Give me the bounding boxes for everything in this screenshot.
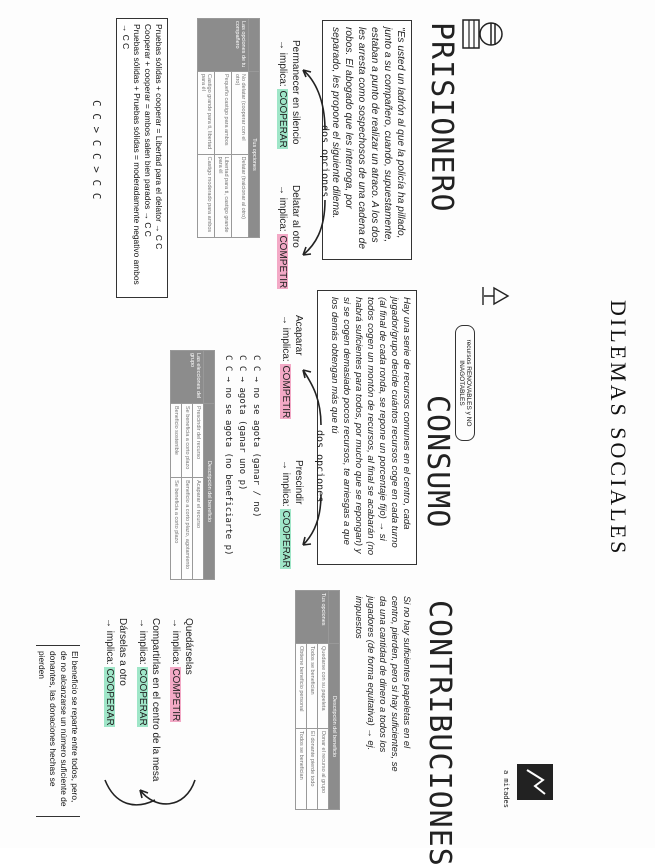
option-skip-tag: COOPERAR [280, 510, 291, 568]
hands-icon [515, 762, 555, 802]
contrib-col-1: Donar el recurso al grupo [318, 729, 329, 810]
prisoner-cell-1-0: Castigo grande para ti, libertad para él [198, 72, 215, 155]
common-notes [221, 355, 263, 555]
option-keep-label: Quedárselas [183, 618, 194, 675]
option-keep-implies: → implica: [170, 618, 181, 668]
option-keep-tag: COMPETIR [170, 668, 181, 722]
summary-line-2: Cooperar + cooperar = ambos salen bien parados → C C [143, 24, 153, 237]
common-note-3: C C → no se agota (no beneficiarte p) [223, 355, 233, 556]
prisoner-col-1: Delatar (traicionar al otro) [232, 154, 249, 237]
prisoner-icon [461, 14, 505, 54]
contrib-cell-0-1: El donante pierde todo [307, 729, 318, 810]
contrib-heading: CONTRIBUCIONES [422, 600, 457, 867]
prisoner-ranking: C C > C C > C C [90, 100, 103, 200]
corner-label: a mitades [502, 770, 510, 808]
contrib-cell-1-0: Obtiene beneficio personal [296, 644, 307, 729]
common-cell-1-1: Se beneficia a corto plazo [171, 478, 182, 580]
option-give-label: Dárselas a otro [117, 618, 128, 686]
contrib-col-0: Quedarse con su papeleta [318, 644, 329, 729]
common-table-header: Descripción del beneficio [204, 404, 215, 580]
prisoner-heading: PRISIONERO [424, 22, 459, 213]
common-cell-0-1: Beneficio a corto plazo, agotamiento [182, 478, 193, 580]
prisoner-table-header: Tus opciones [249, 72, 260, 238]
contrib-cell-1-1: Todos se benefician [296, 729, 307, 810]
common-note-2: C C → agota (ganar uno p) [237, 355, 247, 491]
contrib-description-box [351, 592, 415, 777]
option-hoard-implies: → implica: [280, 315, 291, 365]
contrib-table-corner [329, 591, 340, 644]
common-cell-0-0: Se beneficia a corto plazo [182, 404, 193, 478]
prisoner-table-rowheader: Las opciones de tu compañero [198, 19, 249, 72]
page-title: DILEMAS SOCIALES [606, 300, 631, 557]
option-silent-implies: → implica: [277, 40, 288, 90]
common-col-0: Prescindir del recurso [193, 404, 204, 478]
option-hoard-label: Acaparar [293, 315, 304, 356]
contrib-description: Si no hay suficientes papeletas en el centro, pierden, pero si hay suficientes, se da una cantidad de dinero a todos los jugadores (de forma equitativa) → ej. impuestos [354, 596, 413, 772]
common-heading: CONSUMO [420, 395, 455, 529]
contrib-option-keep [169, 618, 195, 722]
option-betray-implies: → implica: [277, 185, 288, 235]
summary-line-1: Pruebas sólidas + cooperar = Libertad para el delator → C C [154, 24, 164, 250]
common-table-rowheader: Las elecciones del grupo [171, 351, 204, 404]
prisoner-cell-0-1: Libertad para ti, castigo grande para él [215, 154, 232, 237]
contrib-option-share [136, 618, 162, 781]
option-silent-tag: COOPERAR [277, 90, 288, 148]
prisoner-cell-0-0: Pequeño castigo para ambos [215, 72, 232, 155]
option-betray-label: Delatar al otro [290, 185, 301, 248]
contrib-payoff-table [295, 590, 340, 810]
contrib-cell-0-0: Todos se benefician [307, 644, 318, 729]
contrib-table-rowheader: Tus opciones [296, 591, 329, 644]
contrib-table-header: Descripción del beneficio [329, 644, 340, 810]
common-note-1: C C → no se agota (ganar / no) [251, 355, 261, 518]
common-description: Hay una serie de recursos comunes en el centro, cada jugador/grupo decide cuántos recursos coge en cada turno (al final de cada ronda, se repone un porcentaje fijo) → si todos cogen un montón de recursos, al final se acabarán (no habrá suficientes para todos, por mucho que se repongan) y si se cogen demasiado pocos recursos, te arriesgas a que los demás obtengan más que tú [329, 297, 412, 556]
common-arrows [295, 330, 335, 570]
option-give-implies: → implica: [104, 618, 115, 668]
option-share-implies: → implica: [137, 618, 148, 668]
option-share-label: Compartirlas en el centro de la mesa [150, 618, 161, 782]
option-give-tag: COOPERAR [104, 668, 115, 726]
common-two-options: dos opciones [314, 430, 325, 503]
option-hoard-tag: COMPETIR [280, 365, 291, 419]
summary-line-3: Pruebas sólidas + Pruebas sólidas = moderadamente negativo ambos → C C [121, 24, 142, 285]
prisoner-cell-1-1: Castigo moderado para ambos [198, 154, 215, 237]
common-table-corner [204, 351, 215, 404]
tree-icon [480, 285, 510, 307]
prisoner-description: "Es usted un ladrón al que la policía ha pillado, junto a su compañero, cuando, supuestamente, estaban a punto de realizar un atraco. A los dos les arresta como sospechosos de una cadena de robos. El abogado que les interroga, por separado, les propone el siguiente dilema. [330, 27, 406, 250]
option-share-tag: COOPERAR [137, 668, 148, 726]
contrib-arrows [85, 770, 215, 820]
option-skip-implies: → implica: [280, 460, 291, 510]
contrib-note: El beneficio se reparte entre todos, pero, de no alcanzarse un número suficiente de donantes, las donaciones hechas se pierden [36, 645, 80, 817]
common-payoff-table [170, 350, 215, 580]
option-silent-label: Permanecer en silencio [290, 40, 301, 145]
contrib-option-give [103, 618, 129, 727]
option-betray-tag: COMPETIR [277, 235, 288, 289]
prisoner-two-options: dos opciones [319, 125, 330, 198]
renewable-tag: recursos RENOVABLES y NO INAGOTABLES [455, 325, 475, 441]
prisoner-col-0: No delatar (cooperar con el otro) [232, 72, 249, 155]
common-col-1: Acaparar el recurso [193, 478, 204, 580]
common-cell-1-0: Beneficio sostenible [171, 404, 182, 478]
prisoner-table-corner [249, 19, 260, 72]
option-skip-label: Prescindir [293, 460, 304, 505]
prisoner-arrows [295, 40, 355, 280]
prisoner-payoff-table [197, 18, 260, 238]
prisoner-summary-box [116, 18, 168, 298]
